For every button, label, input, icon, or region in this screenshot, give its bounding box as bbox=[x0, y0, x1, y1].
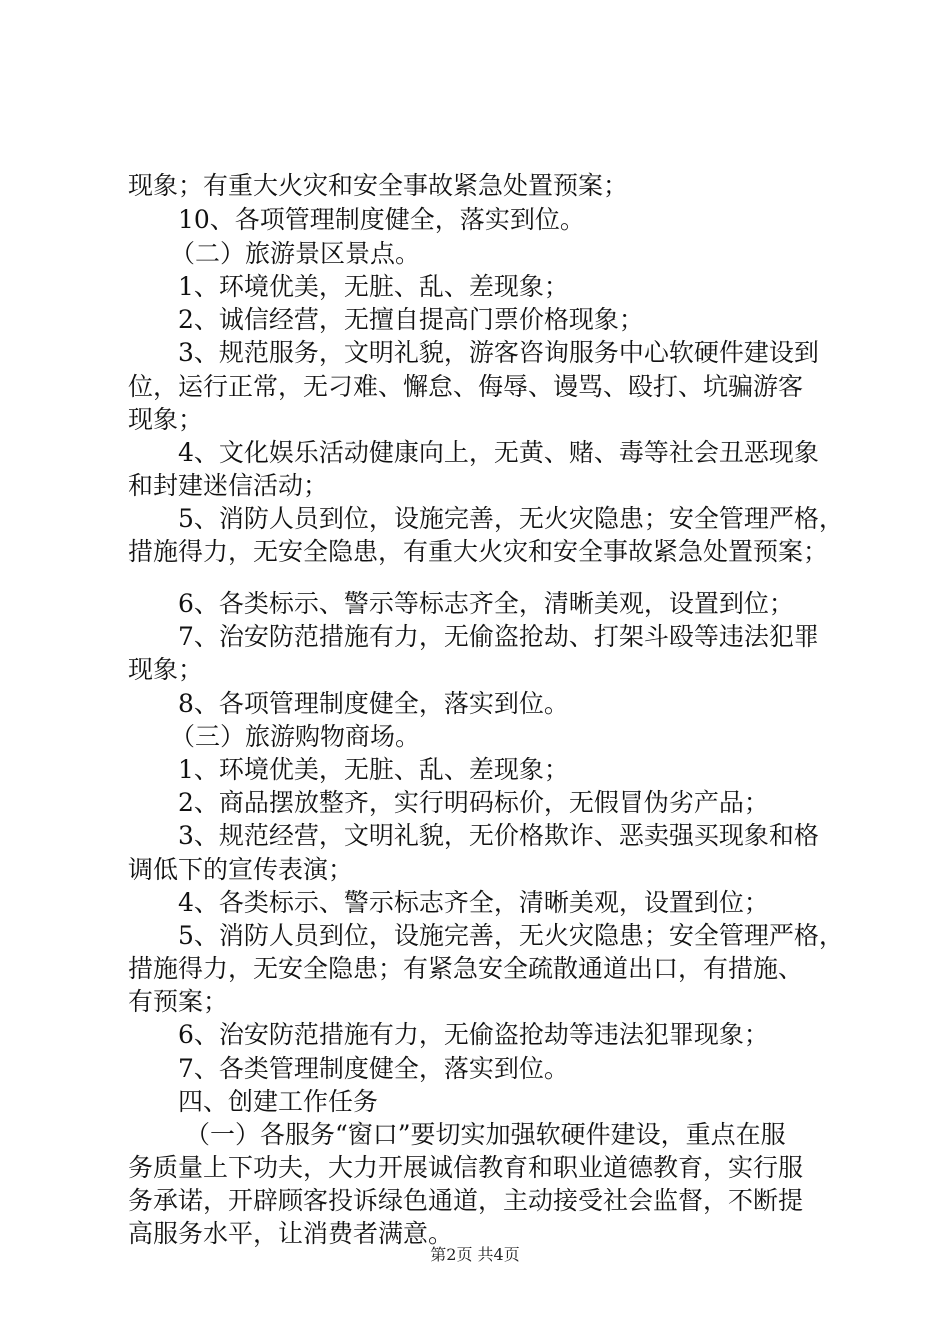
page-number-footer: 第2页 共4页 bbox=[430, 1245, 520, 1264]
text-line: 位，运行正常，无刁难、懈怠、侮辱、谩骂、殴打、坑骗游客 bbox=[128, 372, 804, 401]
text-line: 10、各项管理制度健全，落实到位。 bbox=[178, 205, 585, 234]
text-line: 措施得力，无安全隐患，有重大火灾和安全事故紧急处置预案； bbox=[128, 537, 829, 566]
text-line: 现象；有重大火灾和安全事故紧急处置预案； bbox=[128, 171, 629, 200]
section-heading: （三）旅游购物商场。 bbox=[170, 722, 421, 751]
text-line: 和封建迷信活动； bbox=[128, 471, 329, 500]
text-line: 调低下的宣传表演； bbox=[128, 855, 354, 884]
text-line: 4、各类标示、警示标志齐全，清晰美观，设置到位； bbox=[178, 888, 769, 917]
text-line: 高服务水平，让消费者满意。 bbox=[128, 1219, 454, 1248]
text-line: 务承诺，开辟顾客投诉绿色通道，主动接受社会监督，不断提 bbox=[128, 1186, 804, 1215]
text-line: 2、商品摆放整齐，实行明码标价，无假冒伪劣产品； bbox=[178, 788, 769, 817]
text-line: 措施得力，无安全隐患；有紧急安全疏散通道出口，有措施、 bbox=[128, 954, 804, 983]
text-line: 现象； bbox=[128, 655, 204, 684]
section-heading: 四、创建工作任务 bbox=[178, 1087, 379, 1116]
text-line: 7、治安防范措施有力，无偷盗抢劫、打架斗殴等违法犯罪 bbox=[178, 622, 819, 651]
text-line: 有预案； bbox=[128, 987, 229, 1016]
text-line: 6、治安防范措施有力，无偷盗抢劫等违法犯罪现象； bbox=[178, 1020, 769, 1049]
text-line: 3、规范服务，文明礼貌，游客咨询服务中心软硬件建设到 bbox=[178, 338, 819, 367]
text-line: 7、各类管理制度健全，落实到位。 bbox=[178, 1054, 569, 1083]
text-line: 5、消防人员到位，设施完善，无火灾隐患；安全管理严格， bbox=[178, 921, 844, 950]
text-line: 1、环境优美，无脏、乱、差现象； bbox=[178, 755, 569, 784]
text-line: 2、诚信经营，无擅自提高门票价格现象； bbox=[178, 305, 644, 334]
text-line: 5、消防人员到位，设施完善，无火灾隐患；安全管理严格， bbox=[178, 504, 844, 533]
section-heading: （二）旅游景区景点。 bbox=[170, 239, 421, 268]
text-line: 3、规范经营，文明礼貌，无价格欺诈、恶卖强买现象和格 bbox=[178, 821, 819, 850]
text-line: （一）各服务“窗口”要切实加强软硬件建设，重点在服 bbox=[185, 1120, 786, 1149]
text-line: 8、各项管理制度健全，落实到位。 bbox=[178, 689, 569, 718]
text-line: 1、环境优美，无脏、乱、差现象； bbox=[178, 272, 569, 301]
text-line: 现象； bbox=[128, 405, 204, 434]
text-line: 4、文化娱乐活动健康向上，无黄、赌、毒等社会丑恶现象 bbox=[178, 438, 819, 467]
text-line: 务质量上下功夫，大力开展诚信教育和职业道德教育，实行服 bbox=[128, 1153, 804, 1182]
text-line: 6、各类标示、警示等标志齐全，清晰美观，设置到位； bbox=[178, 589, 794, 618]
